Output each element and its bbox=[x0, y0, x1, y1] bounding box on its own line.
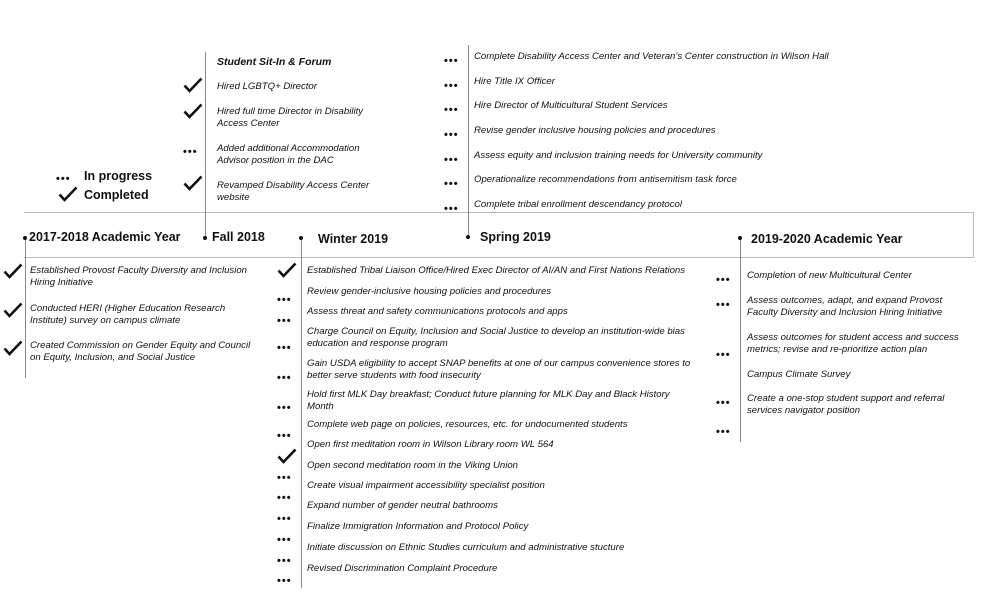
fall-top-item: Hired LGBTQ+ Director bbox=[217, 81, 317, 92]
year-2017-item: Established Provost Faculty Diversity and Inclusion Hiring Initiative bbox=[30, 265, 248, 288]
winter-item: Hold first MLK Day breakfast; Conduct future planning for MLK Day and Black History Month bbox=[307, 389, 670, 412]
spring-top-item: Complete tribal enrollment descendancy protocol bbox=[474, 199, 682, 210]
period-2019-2020: 2019-2020 Academic Year bbox=[751, 232, 903, 246]
checkmark-icon bbox=[183, 103, 203, 119]
legend-in-progress-label: In progress bbox=[84, 169, 153, 183]
dots-icon: ••• bbox=[277, 492, 292, 504]
dots-icon: ••• bbox=[444, 80, 459, 92]
fall-top-item: Hired full time Director in Disability Access Center bbox=[217, 106, 364, 129]
dots-icon: ••• bbox=[444, 104, 459, 116]
winter-item: Established Tribal Liaison Office/Hired Exec Director of AI/AN and First Nations Relations bbox=[307, 265, 686, 276]
dots-icon: ••• bbox=[716, 426, 731, 438]
year-2019-item: Campus Climate Survey bbox=[747, 369, 851, 380]
dots-icon: ••• bbox=[277, 555, 292, 567]
year-2017-item: Created Commission on Gender Equity and Council on Equity, Inclusion, and Social Justice bbox=[30, 340, 251, 363]
dots-icon: ••• bbox=[277, 575, 292, 587]
winter-item: Review gender-inclusive housing policies and procedures bbox=[307, 286, 552, 297]
dots-icon: ••• bbox=[277, 372, 292, 384]
winter-item: Create visual impairment accessibility specialist position bbox=[307, 480, 545, 491]
year-2019-item: Assess outcomes for student access and success metrics; revise and re-prioritize action plan bbox=[747, 332, 959, 355]
winter-item: Open second meditation room in the Viking Union bbox=[307, 460, 519, 471]
in-progress-dots-icon: ••• bbox=[56, 173, 71, 185]
year-2017-item: Conducted HERI (Higher Education Research Institute) survey on campus climate bbox=[30, 303, 226, 326]
fall-2018-connector bbox=[205, 52, 206, 237]
winter-item: Charge Council on Equity, Inclusion and Social Justice to develop an institution-wide bias education and response program bbox=[307, 326, 685, 349]
year-2017-connector bbox=[25, 238, 26, 378]
winter-item: Finalize Immigration Information and Protocol Policy bbox=[307, 521, 529, 532]
dots-icon: ••• bbox=[277, 513, 292, 525]
dots-icon: ••• bbox=[716, 349, 731, 361]
fall-2018-bullet bbox=[203, 236, 207, 240]
spring-top-item: Hire Director of Multicultural Student Services bbox=[474, 100, 668, 111]
dots-icon: ••• bbox=[277, 472, 292, 484]
checkmark-icon bbox=[277, 448, 297, 464]
dots-icon: ••• bbox=[444, 178, 459, 190]
checkmark-icon bbox=[3, 302, 23, 318]
dots-icon: ••• bbox=[444, 129, 459, 141]
winter-item: Revised Discrimination Complaint Procedure bbox=[307, 563, 498, 574]
year-2019-bullet bbox=[738, 236, 742, 240]
fall-top-title: Student Sit-In & Forum bbox=[217, 56, 332, 68]
winter-item: Expand number of gender neutral bathrooms bbox=[307, 500, 498, 511]
winter-item: Complete web page on policies, resources, etc. for undocumented students bbox=[307, 419, 628, 430]
winter-item: Assess threat and safety communications protocols and apps bbox=[307, 306, 568, 317]
dots-icon: ••• bbox=[277, 402, 292, 414]
dots-icon: ••• bbox=[277, 342, 292, 354]
winter-2019-connector bbox=[301, 238, 302, 588]
year-2019-connector bbox=[740, 238, 741, 442]
dots-icon: ••• bbox=[277, 294, 292, 306]
period-winter-2019: Winter 2019 bbox=[318, 232, 389, 246]
checkmark-icon bbox=[183, 175, 203, 191]
dots-icon: ••• bbox=[716, 299, 731, 311]
checkmark-icon bbox=[183, 77, 203, 93]
period-fall-2018: Fall 2018 bbox=[212, 230, 265, 244]
checkmark-icon bbox=[3, 340, 23, 356]
spring-top-item: Revise gender inclusive housing policies and procedures bbox=[474, 125, 716, 136]
winter-2019-bullet bbox=[299, 236, 303, 240]
spring-top-item: Operationalize recommendations from antisemitism task force bbox=[474, 174, 737, 185]
legend-completed-label: Completed bbox=[84, 188, 149, 202]
spring-top-item: Hire Title IX Officer bbox=[474, 76, 555, 87]
year-2019-item: Assess outcomes, adapt, and expand Provost Faculty Diversity and Inclusion Hiring Initiative bbox=[747, 295, 943, 318]
checkmark-icon bbox=[3, 263, 23, 279]
period-2017-2018: 2017-2018 Academic Year bbox=[29, 230, 181, 244]
dots-icon: ••• bbox=[444, 154, 459, 166]
dots-icon: ••• bbox=[277, 315, 292, 327]
dots-icon: ••• bbox=[444, 55, 459, 67]
fall-top-item: Added additional Accommodation Advisor position in the DAC bbox=[217, 143, 360, 166]
period-spring-2019: Spring 2019 bbox=[480, 230, 551, 244]
winter-item: Initiate discussion on Ethnic Studies curriculum and administrative stucture bbox=[307, 542, 625, 553]
dots-icon: ••• bbox=[277, 534, 292, 546]
spring-top-item: Assess equity and inclusion training needs for University community bbox=[474, 150, 763, 161]
winter-item: Gain USDA eligibility to accept SNAP benefits at one of our campus convenience stores to better serve students with food insecurity bbox=[307, 358, 691, 381]
checkmark-icon bbox=[277, 262, 297, 278]
year-2019-item: Completion of new Multicultural Center bbox=[747, 270, 912, 281]
year-2019-item: Create a one-stop student support and referral services navigator position bbox=[747, 393, 945, 416]
winter-item: Open first meditation room in Wilson Library room WL 564 bbox=[307, 439, 554, 450]
completed-checkmark-icon bbox=[58, 186, 78, 202]
dots-icon: ••• bbox=[716, 274, 731, 286]
dots-icon: ••• bbox=[183, 146, 198, 158]
spring-2019-connector bbox=[468, 45, 469, 237]
dots-icon: ••• bbox=[716, 397, 731, 409]
dots-icon: ••• bbox=[444, 203, 459, 215]
spring-top-item: Complete Disability Access Center and Veteran’s Center construction in Wilson Hall bbox=[474, 51, 829, 62]
dots-icon: ••• bbox=[277, 430, 292, 442]
year-2017-bullet bbox=[23, 236, 27, 240]
fall-top-item: Revamped Disability Access Center website bbox=[217, 180, 370, 203]
spring-2019-bullet bbox=[466, 235, 470, 239]
